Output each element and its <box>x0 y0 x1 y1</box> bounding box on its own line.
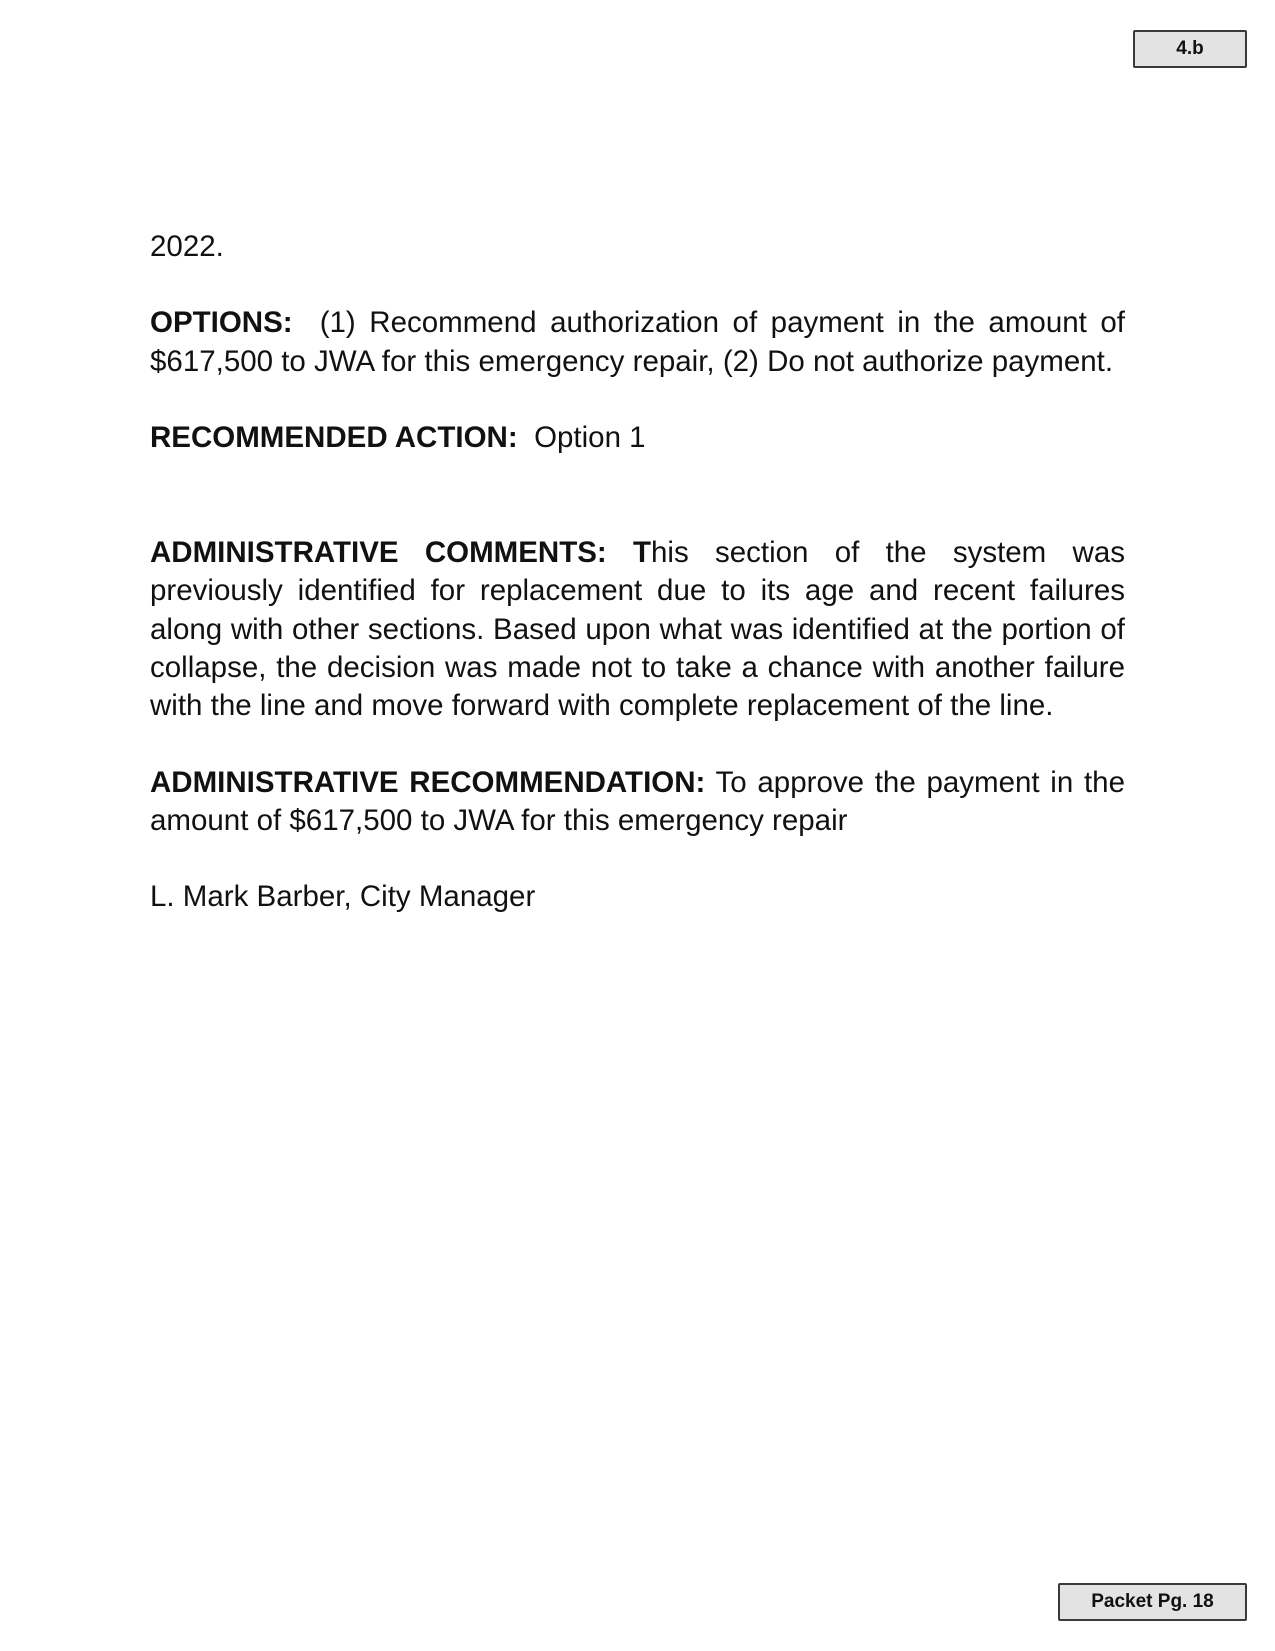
admin-comments-text: his section of the system was previously identified for replacement due to its age and recent failures along with other sections. Based upon what was identified at the portion of collapse, the decision was made not to take a chance with another failure with the line and move forward with complete replacement of the line. <box>150 536 1125 723</box>
packet-page-tag: Packet Pg. 18 <box>1058 1583 1247 1621</box>
options-label: OPTIONS: <box>150 306 293 340</box>
admin-comments-paragraph <box>150 534 1125 725</box>
agenda-item-tag: 4.b <box>1133 30 1247 68</box>
recommended-action-text: Option 1 <box>534 420 646 454</box>
signature: L. Mark Barber, City Manager <box>150 880 536 914</box>
options-text: (1) Recommend authorization of payment in the amount of $617,500 to JWA for this emergency repair, (2) Do not authorize payment. <box>150 306 1125 378</box>
intro-text: 2022. <box>150 230 224 263</box>
recommended-action-label: RECOMMENDED ACTION: <box>150 420 518 454</box>
document-body <box>150 228 1125 917</box>
admin-recommendation-label: ADMINISTRATIVE RECOMMENDATION: <box>150 765 706 799</box>
admin-recommendation-text: To approve the payment in the amount of $617,500 to JWA for this emergency repair <box>150 765 1125 837</box>
admin-comments-label: ADMINISTRATIVE COMMENTS: T <box>150 536 651 570</box>
recommended-action-paragraph <box>150 419 1125 457</box>
options-paragraph <box>150 304 1125 381</box>
admin-recommendation-paragraph <box>150 764 1125 841</box>
